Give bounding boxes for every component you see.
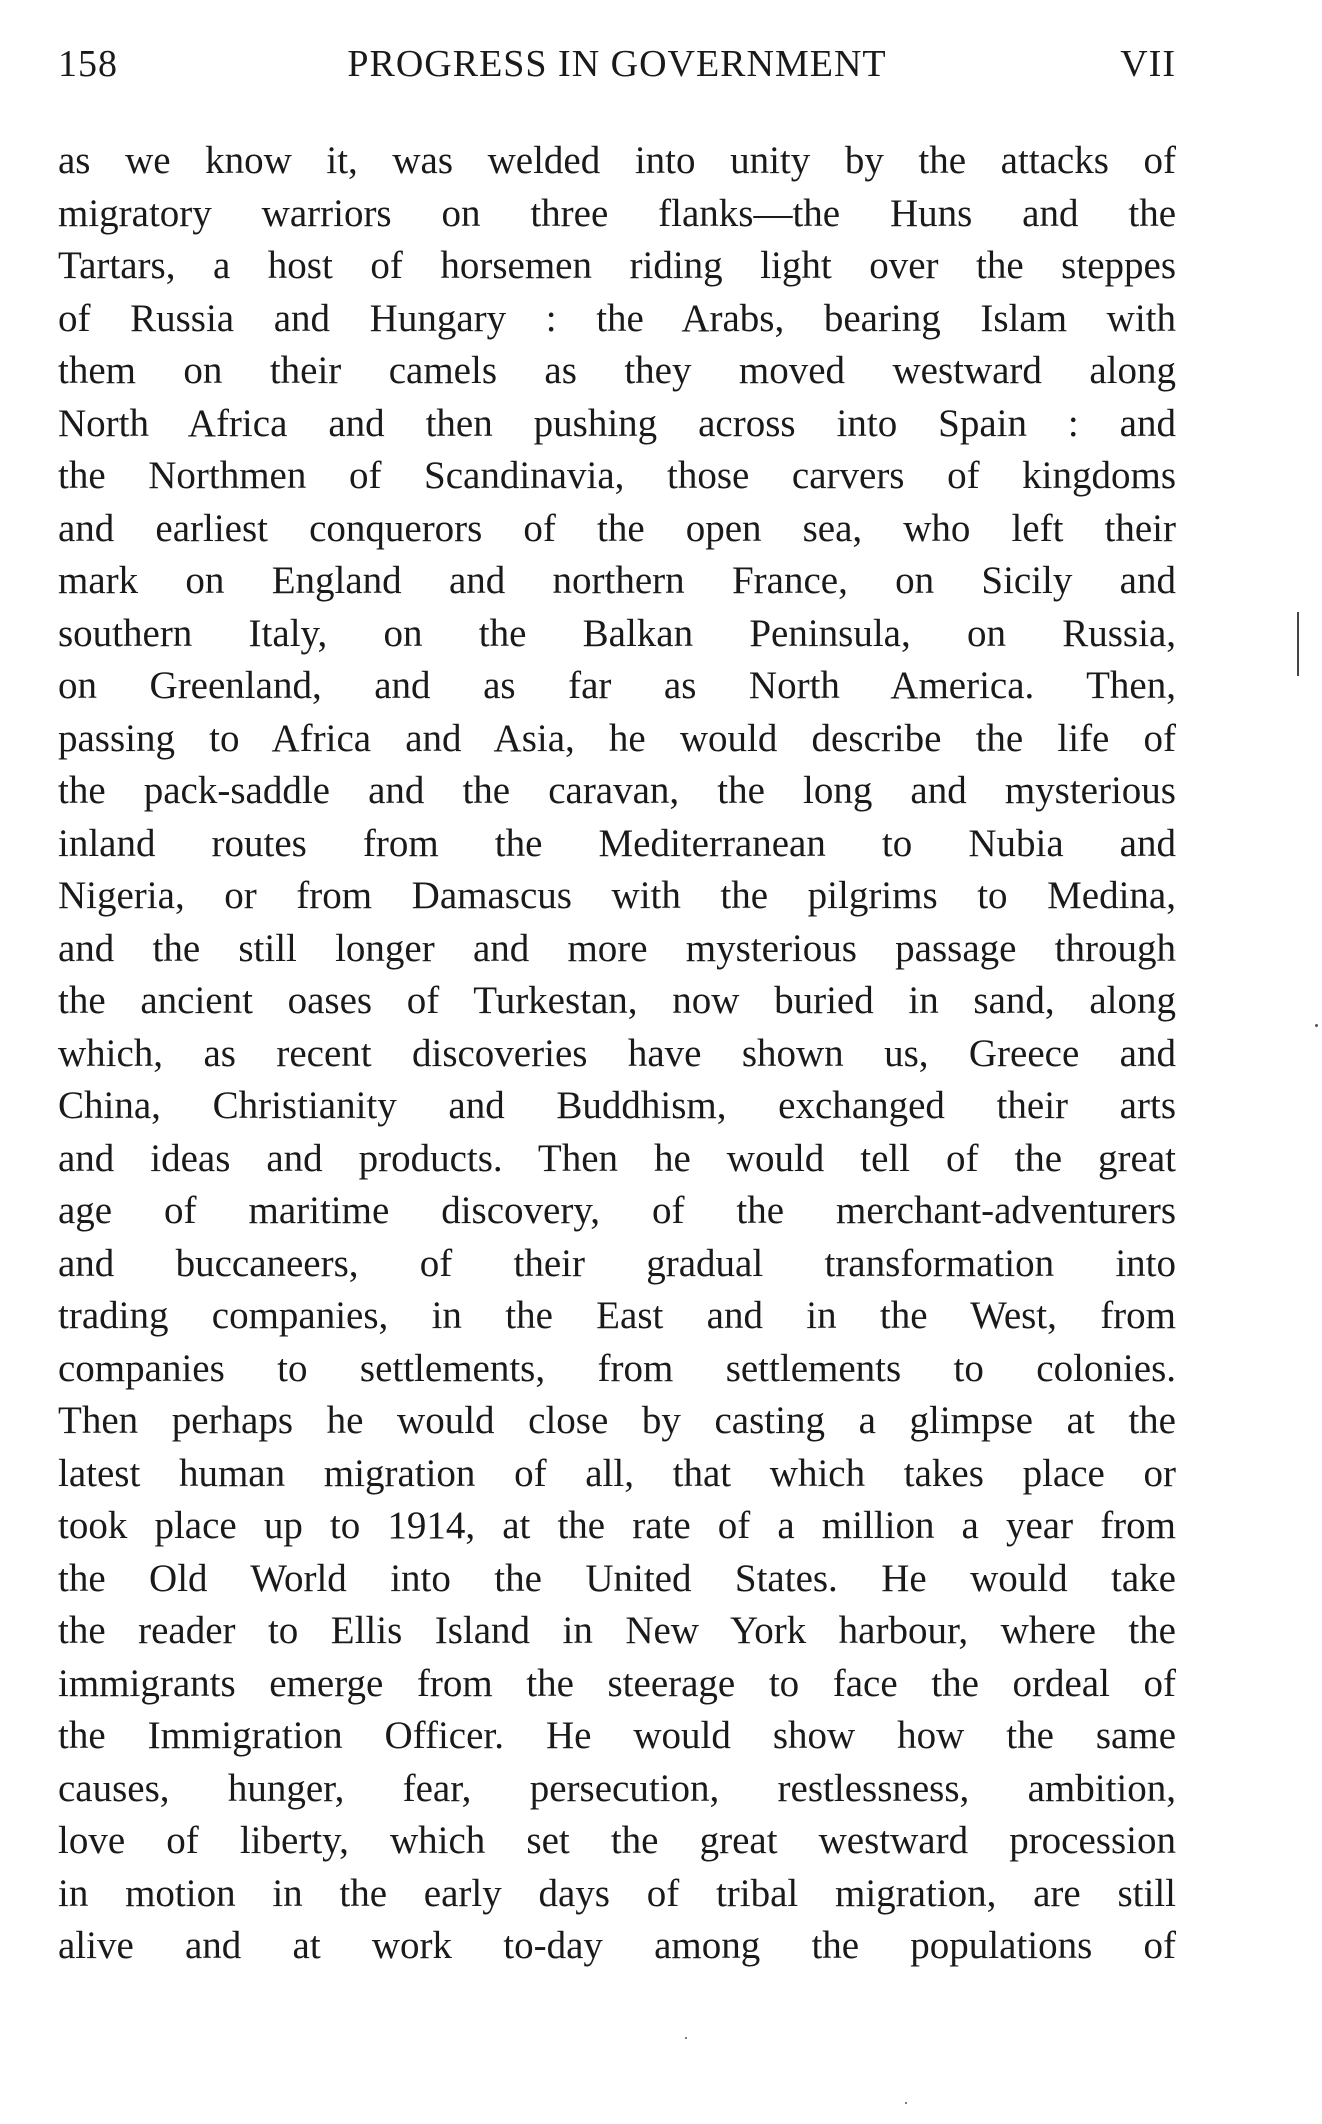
text-line: the reader to Ellis Island in New York harbour, where the xyxy=(58,1609,1176,1652)
text-line: migratory warriors on three flanks—the Huns and the xyxy=(58,191,1176,235)
text-line: mark on England and northern France, on Sicily and xyxy=(58,559,1176,602)
text-line: passing to Africa and Asia, he would describe the life of xyxy=(58,716,1176,760)
page-number: 158 xyxy=(58,43,118,85)
text-line: and ideas and products. Then he would tell of the great xyxy=(58,1136,1176,1180)
text-line: and earliest conquerors of the open sea, who left their xyxy=(58,506,1176,550)
text-line: the Northmen of Scandinavia, those carvers of kingdoms xyxy=(58,454,1176,497)
text-line: Tartars, a host of horsemen riding light over the steppes xyxy=(58,244,1176,287)
text-line: on Greenland, and as far as North America. Then, xyxy=(58,664,1176,707)
text-line: the pack-saddle and the caravan, the long and mysterious xyxy=(58,769,1176,812)
paper-speck xyxy=(685,2037,687,2039)
text-line: and the still longer and more mysterious passage through xyxy=(58,926,1176,970)
text-line: North Africa and then pushing across into Spain : and xyxy=(58,401,1176,445)
body-text xyxy=(58,135,1176,1973)
text-line: the ancient oases of Turkestan, now buried in sand, along xyxy=(58,979,1176,1022)
text-line: inland routes from the Mediterranean to Nubia and xyxy=(58,821,1176,865)
text-line: Nigeria, or from Damascus with the pilgrims to Medina, xyxy=(58,874,1176,917)
text-line: immigrants emerge from the steerage to face the ordeal of xyxy=(58,1661,1176,1705)
paper-speck xyxy=(905,2102,907,2104)
margin-mark xyxy=(1297,612,1299,676)
text-line: love of liberty, which set the great westward procession xyxy=(58,1819,1176,1862)
text-line: alive and at work to-day among the populations of xyxy=(58,1924,1176,1967)
running-title: PROGRESS IN GOVERNMENT xyxy=(347,43,887,85)
text-line: and buccaneers, of their gradual transformation into xyxy=(58,1241,1176,1285)
text-line: latest human migration of all, that which takes place or xyxy=(58,1451,1176,1495)
text-line: took place up to 1914, at the rate of a million a year from xyxy=(58,1504,1176,1547)
text-line: which, as recent discoveries have shown us, Greece and xyxy=(58,1031,1176,1075)
text-line: of Russia and Hungary : the Arabs, bearing Islam with xyxy=(58,296,1176,340)
text-line: China, Christianity and Buddhism, exchanged their arts xyxy=(58,1084,1176,1127)
text-line: the Immigration Officer. He would show how the same xyxy=(58,1714,1176,1757)
text-line: causes, hunger, fear, persecution, restlessness, ambition, xyxy=(58,1766,1176,1810)
paper-speck xyxy=(1315,1024,1318,1027)
text-line: companies to settlements, from settlements to colonies. xyxy=(58,1346,1176,1390)
text-line: as we know it, was welded into unity by the attacks of xyxy=(58,139,1176,182)
text-line: southern Italy, on the Balkan Peninsula, on Russia, xyxy=(58,611,1176,655)
text-line: age of maritime discovery, of the merchant-adventurers xyxy=(58,1189,1176,1232)
page-header xyxy=(58,42,1176,102)
text-line: the Old World into the United States. He would take xyxy=(58,1556,1176,1600)
chapter-number: VII xyxy=(1120,43,1176,85)
text-line: Then perhaps he would close by casting a glimpse at the xyxy=(58,1399,1176,1442)
text-line: trading companies, in the East and in the West, from xyxy=(58,1294,1176,1337)
text-line: in motion in the early days of tribal migration, are still xyxy=(58,1871,1176,1915)
text-line: them on their camels as they moved westward along xyxy=(58,349,1176,392)
